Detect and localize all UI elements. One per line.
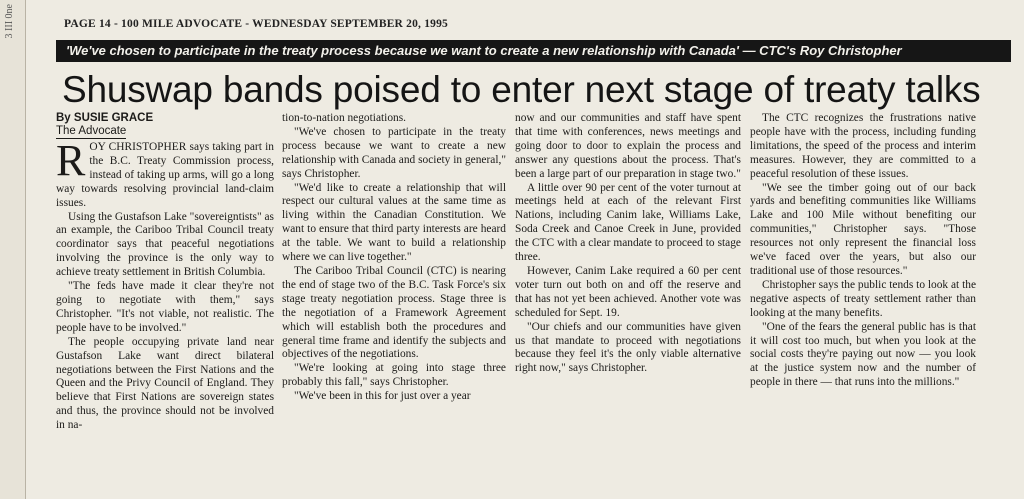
paragraph: "We're looking at going into stage three probably this fall," says Christopher. <box>282 362 506 389</box>
paragraph <box>56 136 274 211</box>
headline: Shuswap bands poised to enter next stage of treaty talks <box>62 69 981 110</box>
paragraph: "We see the timber going out of our back yards and benefiting communities like Williams Lake and 100 Mile without benefiting our communities," Christopher says. "Those resources not only represent the financial loss we've faced over the years, but also our traditional use of those resources." <box>750 181 976 277</box>
paragraph: "Our chiefs and our communities have given us that mandate to proceed with negotiations because they feel it's the only viable alternative right now," says Christopher. <box>515 320 741 375</box>
paragraph: A little over 90 per cent of the voter turnout at meetings held at each of the relevant First Nations, including Canim lake, Williams Lake, Soda Creek and Canoe Creek in June, provided the CTC with a clear mandate to proceed to stage three. <box>515 181 741 264</box>
paragraph: However, Canim Lake required a 60 per cent voter turn out both on and off the reserve and that has not yet been achieved. Another vote was scheduled for Sept. 19. <box>515 264 741 319</box>
paragraph-text: OY CHRISTOPHER says taking part in the B.C. Treaty Commission process, instead of taking up arms, will go a long way towards resolving provincial land-claim issues. <box>56 141 274 209</box>
newspaper-page <box>26 0 1024 499</box>
paragraph: "One of the fears the general public has is that it will cost too much, but when you look at the social costs they're paying out now — you look at the justice system now and the number of people in there — that runs into the millions." <box>750 320 976 389</box>
article-column-2 <box>282 112 506 497</box>
paragraph: Using the Gustafson Lake "sovereigntists" as an example, the Cariboo Tribal Council treaty coordinator says that peaceful negotiations involving the province is the only way to achieve treaty settlement in British Columbia. <box>56 210 274 279</box>
paragraph: The people occupying private land near Gustafson Lake want direct bilateral negotiations between the First Nations and the Queen and the Privy Council of England. They believe that First Nations are sovereign states and thus, the province should not be involved in na- <box>56 335 274 432</box>
paragraph: Christopher says the public tends to look at the negative aspects of treaty settlement rather than looking at the many benefits. <box>750 278 976 319</box>
paragraph: "We'd like to create a relationship that will respect our cultural values at the same time as living within the Canadian Constitution. We want to ensure that third party interests are heard at the table. We want to build a relationship where we can live together." <box>282 181 506 264</box>
byline-source: The Advocate <box>56 125 127 137</box>
margin-text: 3 III 0ne <box>4 4 15 39</box>
paragraph: "We've been in this for just over a year <box>294 390 471 403</box>
article-column-3 <box>515 112 741 497</box>
article-column-1 <box>56 112 274 497</box>
binding-margin <box>0 0 26 499</box>
pull-quote-banner: 'We've chosen to participate in the treaty process because we want to create a new relationship with Canada' — CTC's Roy Christopher <box>56 40 1011 62</box>
byline: By SUSIE GRACE <box>56 112 154 124</box>
running-head: PAGE 14 - 100 MILE ADVOCATE - WEDNESDAY SEPTEMBER 20, 1995 <box>64 18 448 30</box>
paragraph: The Cariboo Tribal Council (CTC) is nearing the end of stage two of the B.C. Task Force's six stage treaty negotiation process. Stage three is the negotiation of a Framework Agreement which will establish both the procedures and general time frame and identify the subjects and objectives of the negotiations. <box>282 264 506 361</box>
paragraph: "We've chosen to participate in the treaty process because we want to create a new relationship with Canada and society in general," says Christopher. <box>282 125 506 180</box>
article-column-4 <box>750 112 976 497</box>
paragraph: tion-to-nation negotiations. <box>282 112 407 124</box>
drop-cap: R <box>56 136 86 185</box>
paragraph: now and our communities and staff have spent that time with conferences, news meetings and going door to door to explain the process and answer any questions about the process. That's been a large part of our preparation in stage two." <box>515 112 741 180</box>
paragraph: "The feds have made it clear they're not going to negotiate with them," says Christopher. "It's not viable, not realistic. The people have to be involved." <box>56 280 274 334</box>
paragraph: The CTC recognizes the frustrations native people have with the process, including funding limitations, the speed of the process and interim measures. However, they are committed to a peaceful resolution of these issues. <box>750 112 976 180</box>
